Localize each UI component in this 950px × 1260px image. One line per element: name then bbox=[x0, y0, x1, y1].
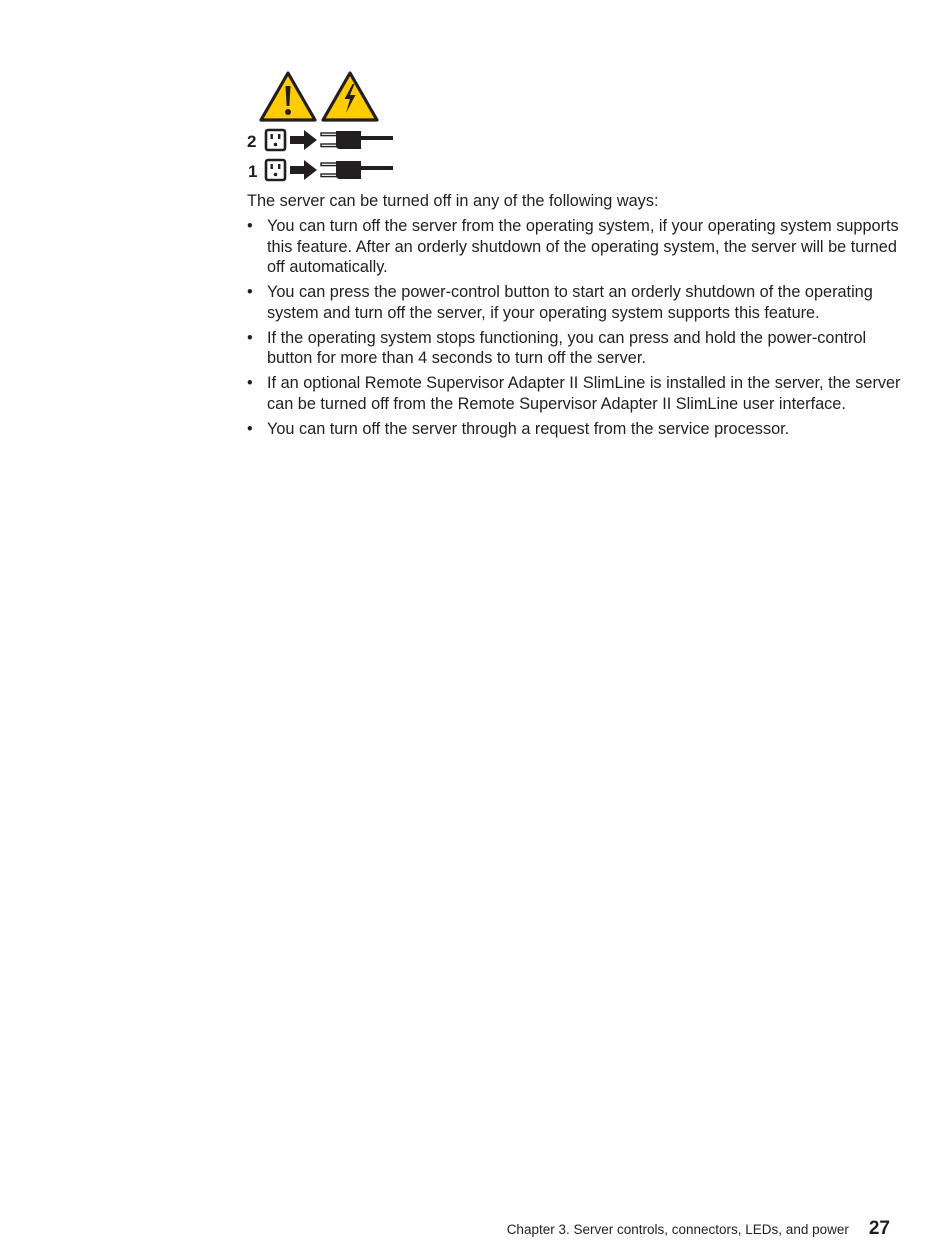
bullet-icon: • bbox=[247, 328, 253, 347]
list-item-text: If the operating system stops functioning, you can press and hold the power-control button for more than 4 seconds to turn off the server. bbox=[267, 328, 867, 367]
chapter-title: Chapter 3. Server controls, connectors, LEDs, and power bbox=[506, 1222, 849, 1237]
list-item bbox=[247, 282, 907, 323]
bullet-icon: • bbox=[247, 419, 253, 438]
power-plug-icon bbox=[321, 131, 393, 149]
bullet-icon: • bbox=[247, 283, 253, 301]
page-footer bbox=[507, 1218, 890, 1244]
list-item bbox=[247, 373, 907, 414]
page-number: 27 bbox=[868, 1218, 890, 1239]
disconnect-power-warning-graphic bbox=[244, 68, 399, 184]
list-item-text: You can press the power-control button to start an orderly shutdown of the operating system and turn off the server, if your operating system supports this feature. bbox=[267, 283, 873, 322]
shutdown-methods-list bbox=[247, 216, 907, 444]
arrow-right-icon bbox=[290, 160, 317, 180]
bullet-icon: • bbox=[247, 374, 253, 392]
list-item-text: If an optional Remote Supervisor Adapter II SlimLine is installed in the server, the server can be turned off from the Remote Supervisor Adapter II SlimLine user interface. bbox=[267, 374, 901, 413]
power-plug-icon bbox=[321, 161, 393, 179]
power-outlet-icon bbox=[266, 130, 285, 150]
caution-triangle-icon bbox=[261, 73, 315, 120]
step-number-1: 1 bbox=[248, 162, 258, 181]
arrow-right-icon bbox=[290, 130, 317, 150]
intro-paragraph: The server can be turned off in any of the following ways: bbox=[247, 192, 659, 210]
bullet-icon: • bbox=[247, 217, 253, 235]
list-item-text: You can turn off the server from the operating system, if your operating system supports this feature. After an orderly shutdown of the operating system, the server will be turned off automatically. bbox=[267, 217, 899, 276]
step-number-2: 2 bbox=[247, 132, 257, 151]
list-item-text: You can turn off the server through a request from the service processor. bbox=[267, 419, 790, 438]
list-item bbox=[247, 419, 907, 440]
power-outlet-icon bbox=[266, 160, 285, 180]
list-item bbox=[247, 328, 907, 369]
electrical-hazard-icon bbox=[323, 73, 377, 120]
list-item bbox=[247, 216, 907, 278]
